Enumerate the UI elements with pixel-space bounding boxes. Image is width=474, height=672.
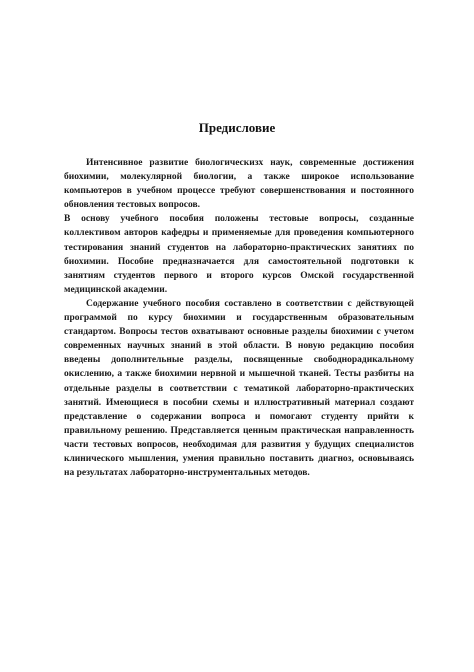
page-title: Предисловие bbox=[198, 120, 276, 135]
paragraph-content: Содержание учебного пособия составлено в соответствии с действующей программой по курсу биохимии и государственным образовательным стандартом. Вопросы тестов охватывают основные разделы биохимии с учетом современных научных знаний в этой области. В новую редакцию пособия введены дополнительные разделы, посвященные свободнорадикальному окислению, а также биохимии нервной и мышечной тканей. Тесты разбиты на отдельные разделы в соответствии с тематикой лабораторно-практических занятий. Имеющиеся в пособии схемы и иллюстративный материал создают представление о содержании вопроса и помогают студенту прийти к правильному решению. Представляется ценным практическая направленность части тестовых вопросов, необходимая для развития у будущих специалистов клинического мышления, умения правильно поставить диагноз, основываясь на результатах лабораторно-инструментальных методов. bbox=[64, 298, 414, 479]
preface-body bbox=[64, 156, 414, 480]
paragraph-intro: Интенсивное развитие биологическизх наук, современные достижения биохимии, молекулярной биологии, а также широкое использование компьютеров в учебном процессе требуют совершенствования и постоянного обновления тестовых вопросов. bbox=[64, 158, 414, 211]
paragraph-basis: В основу учебного пособия положены тестовые вопросы, созданные коллективом авторов кафедры и применяемые для проведения компьютерного тестирования знаний студентов на лабораторно-практических занятиях по биохимии. Пособие предназначается для самостоятельной подготовки к занятиям студентов первого и второго курсов Омской государственной медицинской академии. bbox=[64, 214, 414, 295]
